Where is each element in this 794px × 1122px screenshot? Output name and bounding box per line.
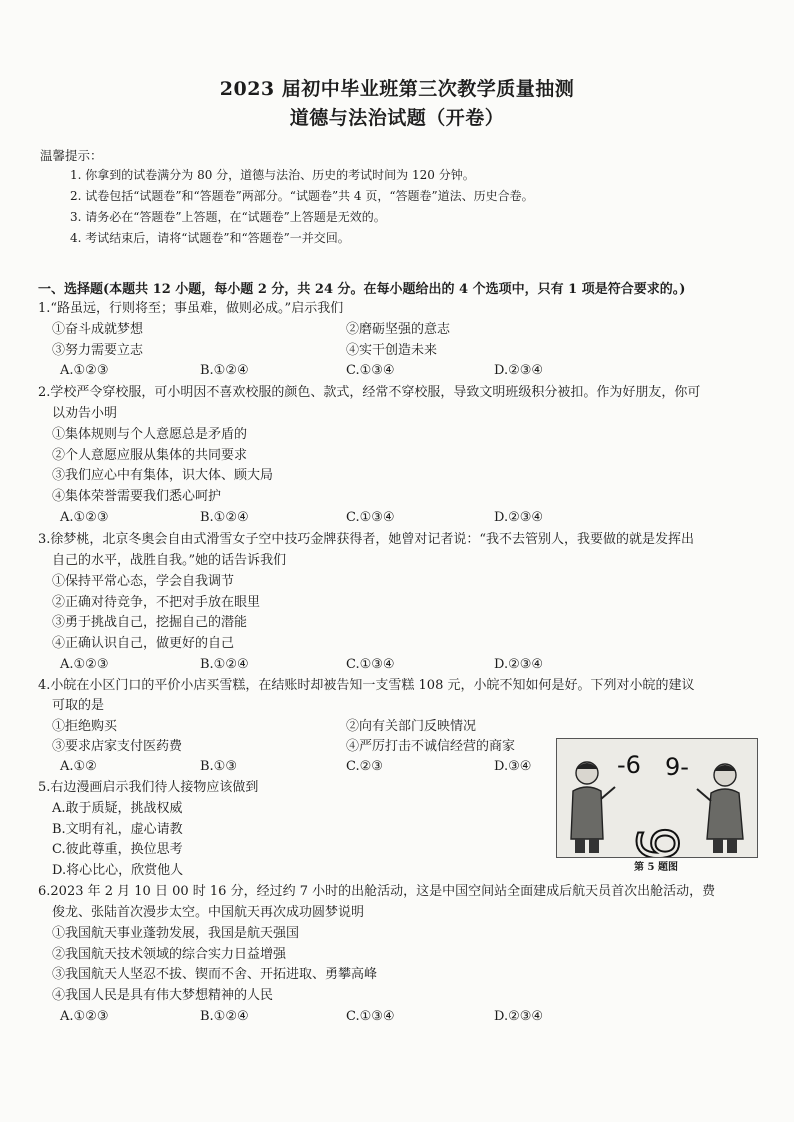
choice-d: D.将心比心，欣赏他人 — [52, 863, 184, 878]
choice-b: B.①③ — [200, 759, 237, 774]
left-speech-number: -6 — [617, 751, 641, 779]
choice-c: C.彼此尊重，换位思考 — [52, 842, 183, 857]
choice-d: D.②③④ — [494, 1009, 544, 1024]
question-5-stem: 5.右边漫画启示我们待人接物应该做到 — [38, 780, 259, 795]
question-2-stem-cont: 以劝告小明 — [52, 406, 118, 421]
statement: ④正确认识自己，做更好的自己 — [52, 636, 235, 651]
choice-c: C.①③④ — [346, 1009, 395, 1024]
choice-c: C.①③④ — [346, 657, 395, 672]
statement: ②个人意愿应服从集体的共同要求 — [52, 448, 248, 463]
statement: ④实干创造未来 — [346, 343, 438, 358]
choice-a: A.①② — [60, 759, 97, 774]
question-4-stem-cont: 可取的是 — [52, 698, 105, 713]
tip-item: 4. 考试结束后，请将“试题卷”和“答题卷”一并交回。 — [70, 231, 350, 245]
choice-b: B.①②④ — [200, 657, 249, 672]
question-6-stem-cont: 俊龙、张陆首次漫步太空。中国航天再次成功圆梦说明 — [52, 905, 365, 920]
question-3-stem-cont: 自己的水平，战胜自我。”她的话告诉我们 — [52, 553, 287, 568]
choice-c: C.②③ — [346, 759, 383, 774]
choice-d: D.②③④ — [494, 657, 544, 672]
choice-c: C.①③④ — [346, 510, 395, 525]
statement: ②我国航天技术领域的综合实力日益增强 — [52, 947, 287, 962]
choice-d: D.③④ — [494, 759, 532, 774]
exam-title: 2023 届初中毕业班第三次教学质量抽测 — [219, 78, 575, 100]
statement: ③我国航天人坚忍不拔、锲而不舍、开拓进取、勇攀高峰 — [52, 967, 378, 982]
statement: ④我国人民是具有伟大梦想精神的人民 — [52, 988, 274, 1003]
statement: ③勇于挑战自己，挖掘自己的潜能 — [52, 615, 248, 630]
choice-a: A.①②③ — [60, 510, 109, 525]
section-heading: 一、选择题(本题共 12 小题，每小题 2 分，共 24 分。在每小题给出的 4 个选项中，只有 1 项是符合要求的。) — [38, 282, 686, 297]
choice-c: C.①③④ — [346, 363, 395, 378]
question-6-stem: 6.2023 年 2 月 10 日 00 时 16 分，经过约 7 小时的出舱活动，这是中国空间站全面建成后航天员首次出舱活动，费 — [38, 884, 716, 899]
choice-a: A.①②③ — [60, 363, 109, 378]
right-speech-number: 9- — [665, 753, 689, 781]
choice-a: A.敢于质疑，挑战权威 — [52, 801, 183, 816]
statement: ①奋斗成就梦想 — [52, 322, 144, 337]
cartoon-figure — [556, 738, 758, 858]
statement: ②向有关部门反映情况 — [346, 719, 477, 734]
cartoon-illustration — [557, 739, 757, 857]
figure-caption: 第 5 题图 — [634, 862, 678, 873]
choice-b: B.①②④ — [200, 510, 249, 525]
question-3-stem: 3.徐梦桃，北京冬奥会自由式滑雪女子空中技巧金牌获得者，她曾对记者说：“我不去管别人，我要做的就是发挥出 — [38, 532, 695, 547]
statement: ①集体规则与个人意愿总是矛盾的 — [52, 427, 248, 442]
statement: ③要求店家支付医药费 — [52, 739, 183, 754]
choice-b: B.①②④ — [200, 1009, 249, 1024]
statement: ④严厉打击不诚信经营的商家 — [346, 739, 516, 754]
tip-item: 3. 请务必在“答题卷”上答题，在“试题卷”上答题是无效的。 — [70, 210, 386, 224]
question-4-stem: 4.小皖在小区门口的平价小店买雪糕，在结账时却被告知一支雪糕 108 元，小皖不知如何是好。下列对小皖的建议 — [38, 678, 695, 693]
tips-label: 温馨提示： — [40, 148, 103, 163]
tip-item: 1. 你拿到的试卷满分为 80 分，道德与法治、历史的考试时间为 120 分钟。 — [70, 168, 475, 182]
choice-b: B.文明有礼，虚心请教 — [52, 822, 183, 837]
choice-a: A.①②③ — [60, 1009, 109, 1024]
statement: ①保持平常心态，学会自我调节 — [52, 574, 235, 589]
tip-item: 2. 试卷包括“试题卷”和“答题卷”两部分。“试题卷”共 4 页，“答题卷”道法、历史合卷。 — [70, 189, 534, 203]
statement: ①我国航天事业蓬勃发展，我国是航天强国 — [52, 926, 300, 941]
choice-d: D.②③④ — [494, 510, 544, 525]
statement: ②磨砺坚强的意志 — [346, 322, 451, 337]
choice-b: B.①②④ — [200, 363, 249, 378]
choice-d: D.②③④ — [494, 363, 544, 378]
statement: ③我们应心中有集体，识大体、顾大局 — [52, 468, 274, 483]
statement: ④集体荣誉需要我们悉心呵护 — [52, 489, 222, 504]
statement: ②正确对待竞争，不把对手放在眼里 — [52, 595, 261, 610]
choice-a: A.①②③ — [60, 657, 109, 672]
question-1-stem: 1.“路虽远，行则将至；事虽难，做则必成。”启示我们 — [38, 301, 344, 316]
exam-subtitle: 道德与法治试题（开卷） — [289, 107, 505, 129]
ground-digit: 6 — [627, 826, 692, 857]
question-2-stem: 2.学校严令穿校服，可小明因不喜欢校服的颜色、款式，经常不穿校服，导致文明班级积分被扣。作为好朋友，你可 — [38, 385, 701, 400]
statement: ①拒绝购买 — [52, 719, 118, 734]
statement: ③努力需要立志 — [52, 343, 144, 358]
